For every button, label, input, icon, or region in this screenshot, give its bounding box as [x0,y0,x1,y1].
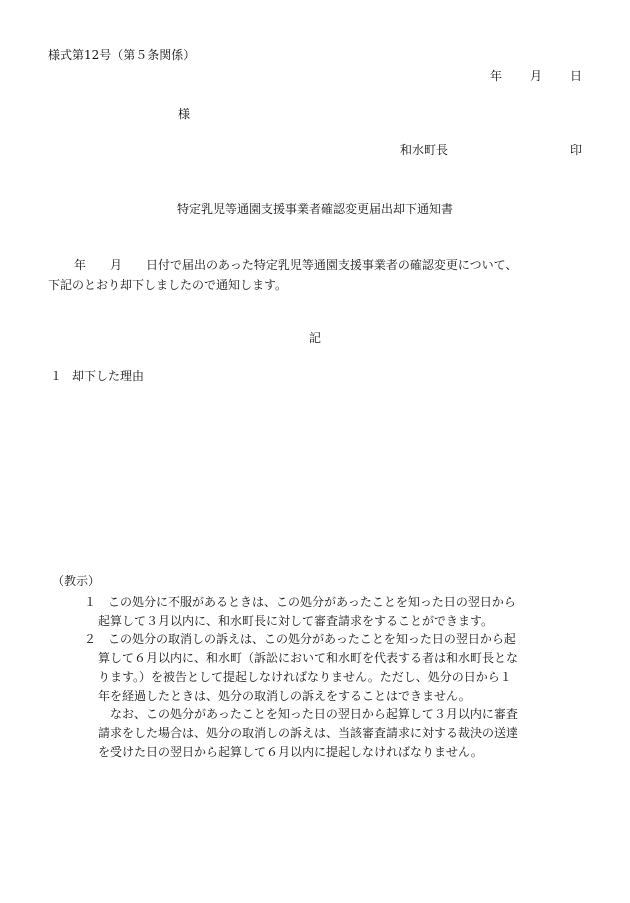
notice-item-2-line-1: ２ この処分の取消しの訴えは、この処分があったことを知った日の翌日から起 [84,632,516,646]
body-line-1: 年 月 日付で届出のあった特定乳児等通園支援事業者の確認変更について、 [74,258,518,272]
notice-item-3 [84,705,564,762]
date-day: 日 [569,69,582,83]
notice-item-2-line-2: 算して６月以内に、和水町（訴訟において和水町を代表する者は和水町長とな [98,651,519,665]
section-rejection-reason [50,370,144,382]
date-month: 月 [529,69,542,83]
section-number: １ [50,369,63,383]
notice-item-1-line-2: 起算して３月以内に、和水町長に対して審査請求をすることができます。 [98,614,494,628]
notice-item-3-line-1: なお、この処分があったことを知った日の翌日から起算して３月以内に審査 [110,707,518,721]
ki-heading: 記 [308,331,321,345]
notice-label: （教示） [52,574,101,588]
issuer-name: 和水町長 [400,143,449,157]
notice-item-2-line-3: ります。）を被告として提起しなければなりません。ただし、処分の日から１ [98,670,512,684]
body-line-2: 下記のとおり却下しましたので通知します。 [48,278,288,292]
body-paragraph [48,255,588,295]
date-year: 年 [489,69,502,83]
notice-item-1-line-1: １ この処分に不服があるときは、この処分があったことを知った日の翌日から [84,595,516,609]
addressee-suffix: 様 [178,107,191,121]
seal-mark: 印 [570,143,583,157]
date-line [490,70,582,82]
notice-item-2 [84,630,564,706]
notice-item-3-line-2: 請求をした場合は、処分の取消しの訴えは、当該審査請求に対する裁決の送達 [98,726,519,740]
form-number: 様式第12号（第５条関係） [48,48,196,62]
notice-item-2-line-4: 年を経過したときは、処分の取消しの訴えをすることはできません。 [98,689,471,703]
section-label: 却下した理由 [72,369,145,383]
document-title: 特定乳児等通園支援事業者確認変更届出却下通知書 [176,202,453,216]
notice-item-1 [84,593,564,631]
notice-item-3-line-3: を受けた日の翌日から起算して６月以内に提起しなければなりません。 [98,745,483,759]
